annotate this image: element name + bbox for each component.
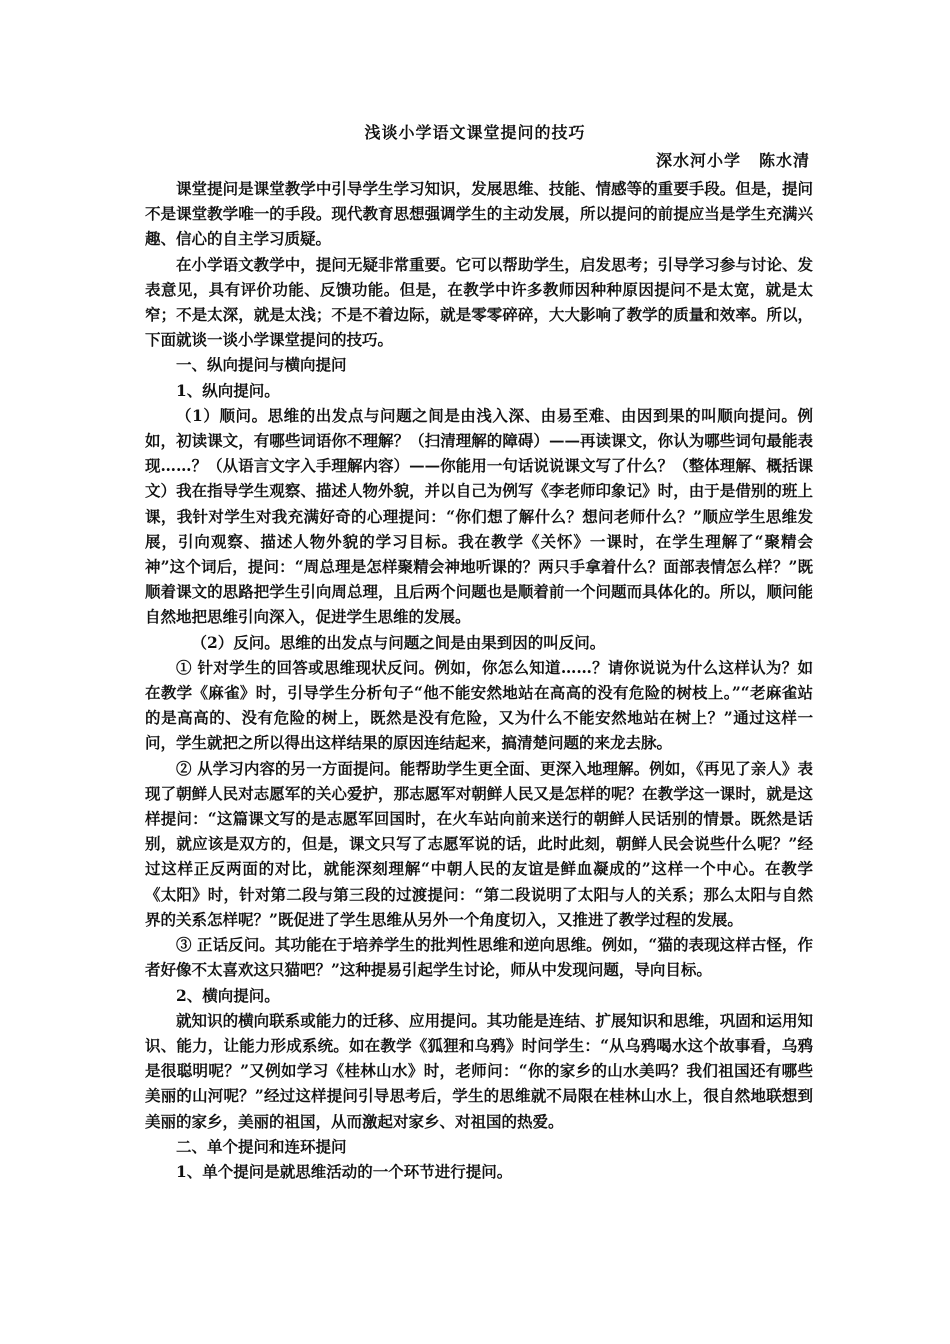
paragraph: 课堂提问是课堂教学中引导学生学习知识，发展思维、技能、情感等的重要手段。但是，提问不是课堂教学唯一的手段。现代教育思想强调学生的主动发展，所以提问的前提应当是学生充满兴趣、信心的自主学习质疑。 [145,179,813,249]
paragraph: ② 从学习内容的另一方面提问。能帮助学生更全面、更深入地理解。例如，《再见了亲人》表现了朝鲜人民对志愿军的关心爱护，那志愿军对朝鲜人民又是怎样的呢？在教学这一课时，就是这样提问：“这篇课文写的是志愿军回国时，在火车站向前来送行的朝鲜人民话别的情景。既然是话别，就应该是双方的，但是，课文只写了志愿军说的话，此时此刻，朝鲜人民会说些什么呢？”经过这样正反两面的对比，就能深刻理解“中朝人民的友谊是鲜血凝成的”这样一个中心。在教学《太阳》时，针对第二段与第三段的过渡提问：“第二段说明了太阳与人的关系；那么太阳与自然界的关系怎样呢？”既促进了学生思维从另外一个角度切入，又推进了教学过程的发展。 [145,758,813,929]
paragraph: 在小学语文教学中，提问无疑非常重要。它可以帮助学生，启发思考；引导学习参与讨论、发表意见，具有评价功能、反馈功能。但是，在教学中许多教师因种种原因提问不是太宽，就是太窄；不是太深，就是太浅；不是不着边际，就是零零碎碎，大大影响了教学的质量和效率。所以，下面就谈一谈小学课堂提问的技巧。 [145,254,813,350]
paragraph: （1）顺问。思维的出发点与问题之间是由浅入深、由易至难、由因到果的叫顺向提问。例如，初读课文，有哪些词语你不理解？（扫清理解的障碍）——再读课文，你认为哪些词句最能表现……？（从语言文字入手理解内容）——你能用一句话说说课文写了什么？（整体理解、概括课文）我在指导学生观察、描述人物外貌，并以自己为例写《李老师印象记》时，由于是借别的班上课，我针对学生对我充满好奇的心理提问：“你们想了解什么？想问老师什么？”顺应学生思维发展，引向观察、描述人物外貌的学习目标。我在教学《关怀》一课时，在学生理解了“聚精会神”这个词后，提问：“周总理是怎样聚精会神地听课的？两只手拿着什么？面部表情怎么样？”既顺着课文的思路把学生引向周总理，且后两个问题也是顺着前一个问题而具体化的。所以，顺问能自然地把思维引向深入，促进学生思维的发展。 [145,405,813,627]
section-heading: 一、纵向提问与横向提问 [176,355,347,375]
paragraph: 就知识的横向联系或能力的迁移、应用提问。其功能是连结、扩展知识和思维，巩固和运用知识、能力，让能力形成系统。如在教学《狐狸和乌鸦》时问学生：“从乌鸦喝水这个故事看，乌鸦是很聪明呢？”又例如学习《桂林山水》时，老师问：“你的家乡的山水美吗？我们祖国还有哪些美丽的山河呢？”经过这样提问引导思考后，学生的思维就不局限在桂林山水上，很自然地联想到美丽的家乡，美丽的祖国，从而激起对家乡、对祖国的热爱。 [145,1010,813,1131]
subsection-heading: 2、横向提问。 [176,985,280,1005]
section-heading: 二、单个提问和连环提问 [176,1136,347,1156]
subsection-heading: 1、纵向提问。 [176,380,280,400]
school-name: 深水河小学 [655,151,741,170]
document-title: 浅谈小学语文课堂提问的技巧 [364,123,586,142]
document-body [145,176,813,1184]
paragraph: ① 针对学生的回答或思维现状反问。例如，你怎么知道……？请你说说为什么这样认为？如在教学《麻雀》时，引导学生分析句子“他不能安然地站在高高的没有危险的树枝上。”“老麻雀站的是高高的、没有危险的树上，既然是没有危险，又为什么不能安然地站在树上？”通过这样一问，学生就把之所以得出这样结果的原因连结起来，搞清楚问题的来龙去脉。 [145,657,813,753]
paragraph: ③ 正话反问。其功能在于培养学生的批判性思维和逆向思维。例如，“猫的表现这样古怪，作者好像不太喜欢这只猫吧？”这种提易引起学生讨论，师从中发现问题，导向目标。 [145,935,813,980]
subsection-heading: 1、单个提问是就思维活动的一个环节进行提问。 [176,1161,513,1181]
author-name: 陈水清 [758,151,810,170]
author-line [656,148,810,171]
subsection-heading: （2）反问。思维的出发点与问题之间是由果到因的叫反问。 [191,632,606,652]
